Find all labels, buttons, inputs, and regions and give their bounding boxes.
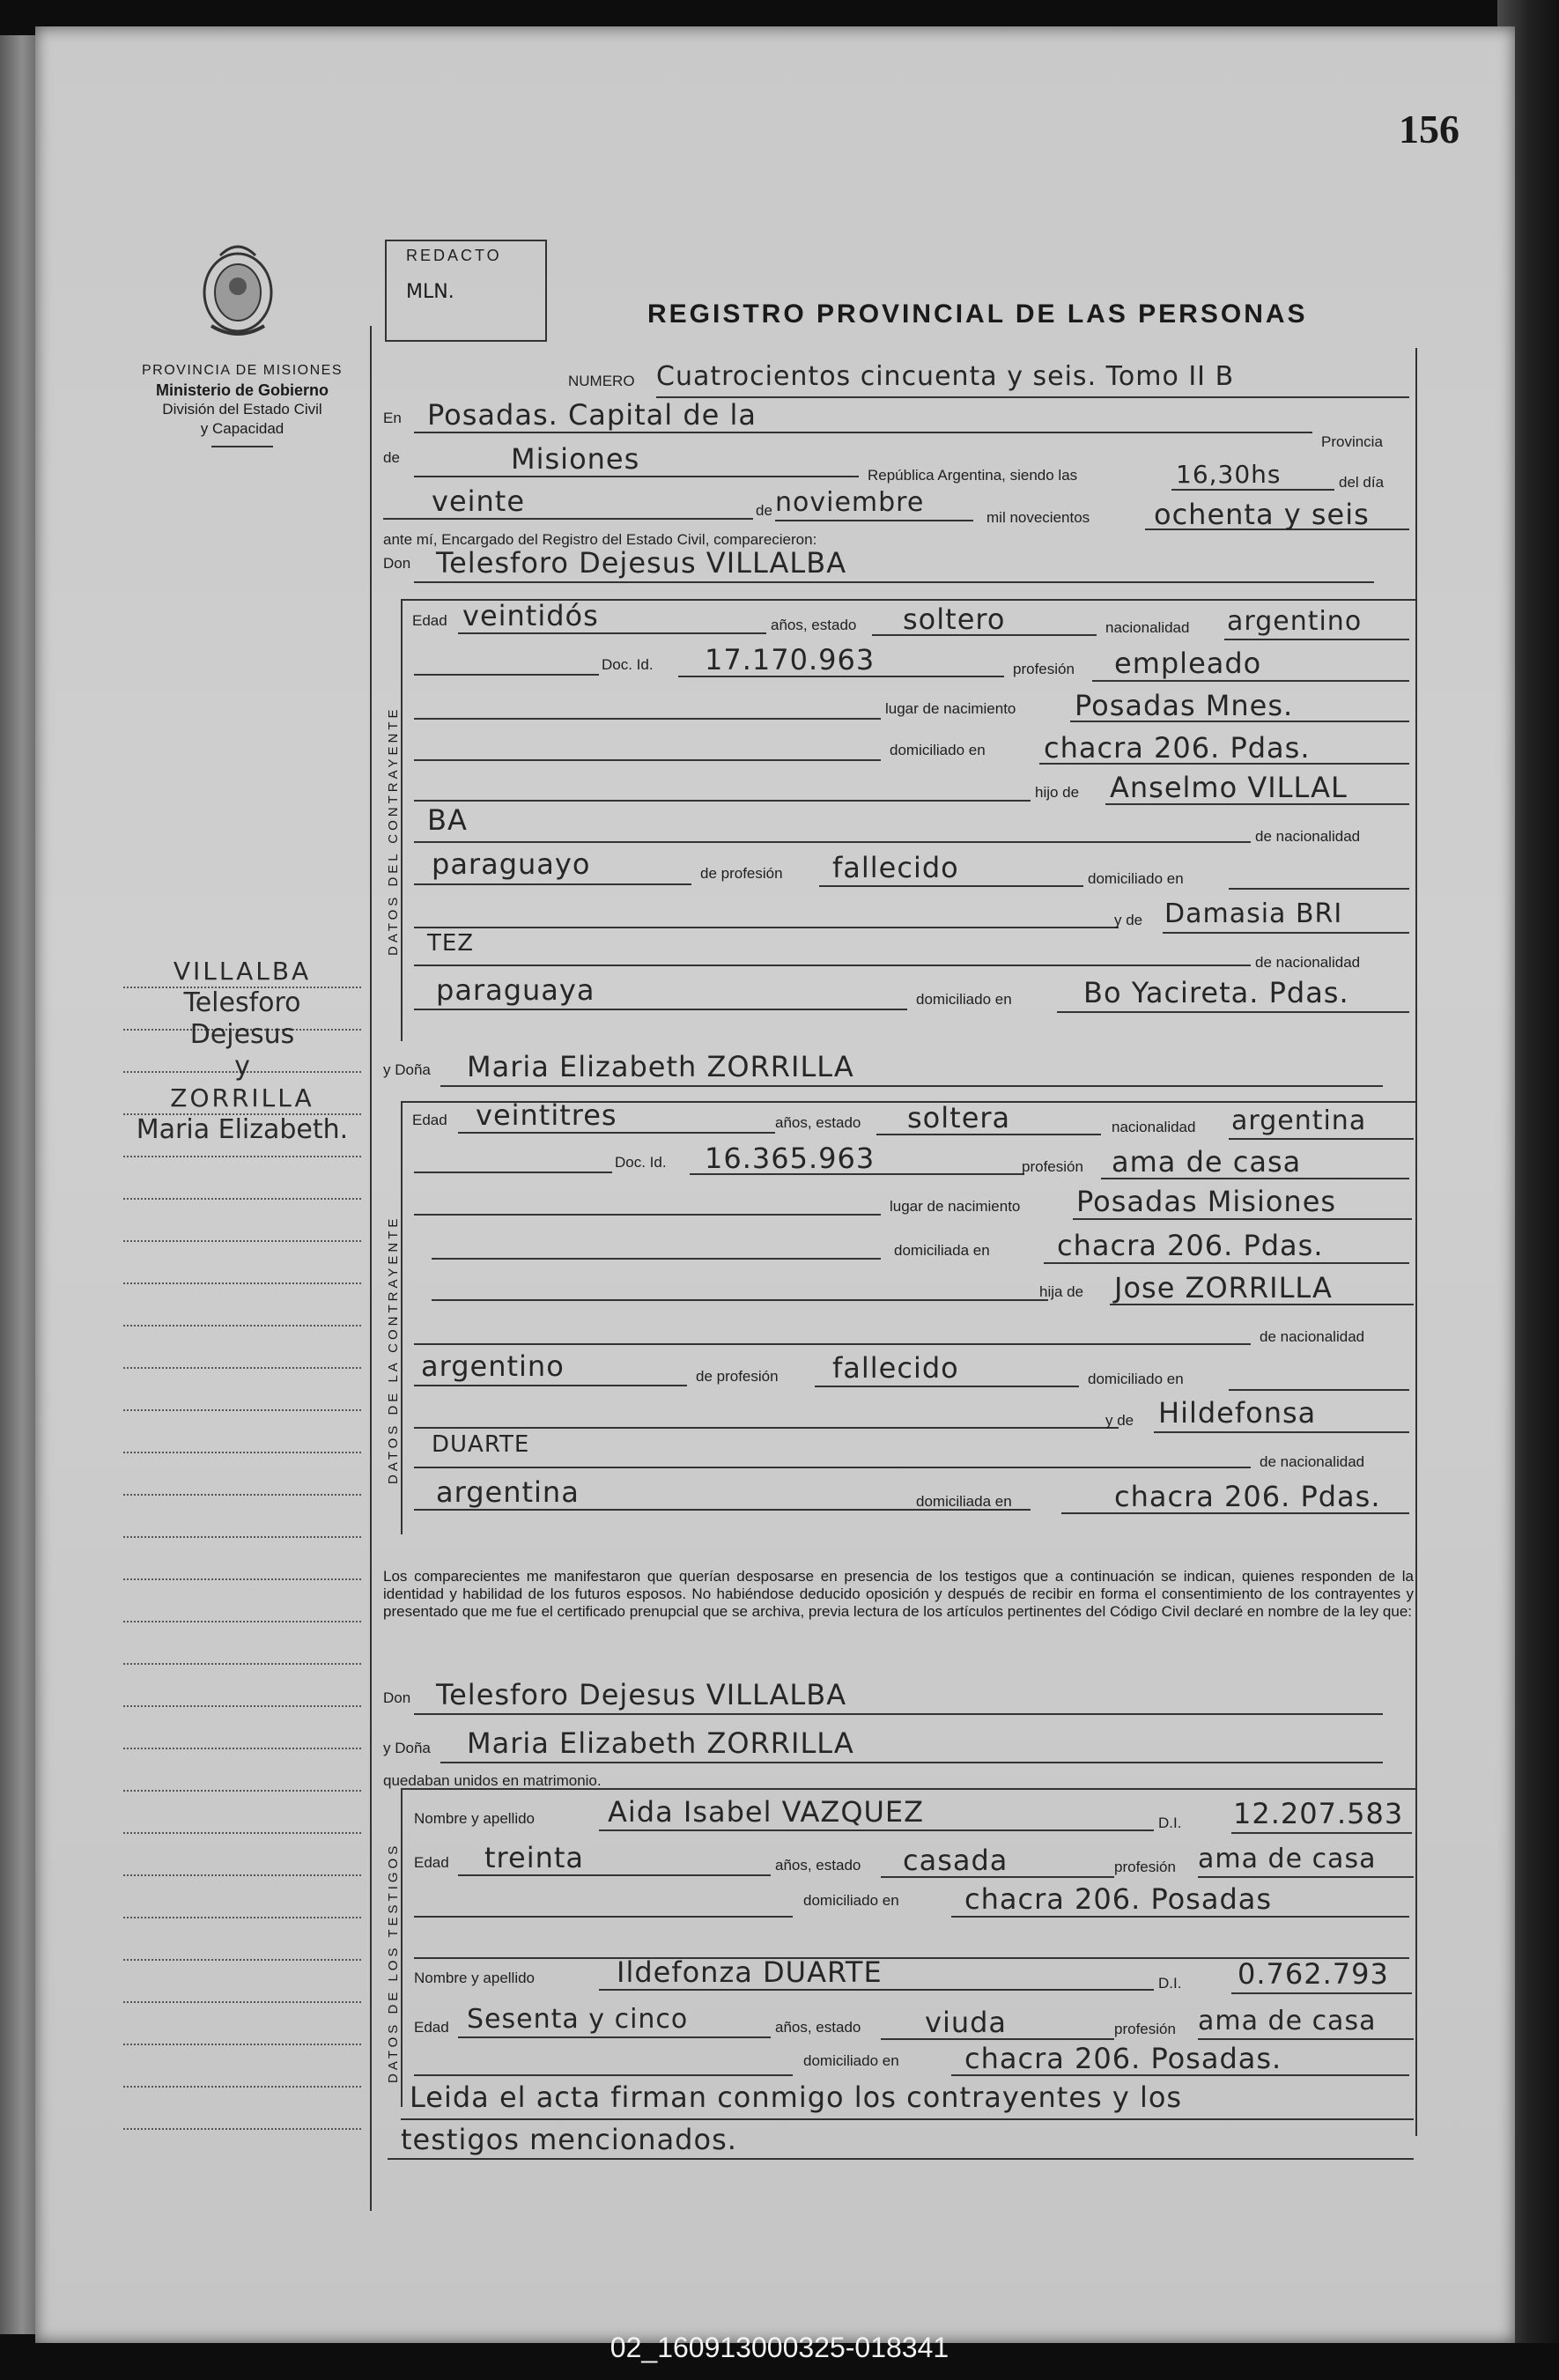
- en-value: Posadas. Capital de la: [427, 398, 757, 432]
- book-edge: [0, 35, 37, 2334]
- y-de-label: y de: [1114, 912, 1143, 928]
- margin-line: Telesforo: [183, 987, 301, 1018]
- margin-line: Maria Elizabeth.: [136, 1114, 349, 1145]
- de-nacionalidad-label: de nacionalidad: [1255, 828, 1361, 845]
- doc-id-label: Doc. Id.: [602, 656, 654, 673]
- witness1-di-line: [1231, 1832, 1412, 1834]
- witness2-edad: Sesenta y cinco: [467, 2004, 689, 2035]
- province-name: PROVINCIA DE MISIONES: [142, 363, 343, 378]
- numero-line: [656, 396, 1409, 398]
- scan-identifier: 02_160913000325-018341: [610, 2332, 949, 2363]
- margin-line: y: [234, 1051, 250, 1082]
- provincia-value: Misiones: [511, 442, 640, 476]
- blank-line: [414, 2074, 793, 2076]
- bride-doc: 16.365.963: [705, 1142, 876, 1175]
- witnesses-section-label: DATOS DE LOS TESTIGOS: [386, 1842, 401, 2083]
- decl-don-name: Telesforo Dejesus VILLALBA: [436, 1678, 847, 1711]
- de-nacionalidad-label: de nacionalidad: [1260, 1328, 1365, 1345]
- witness2-di: 0.762.793: [1238, 1957, 1389, 1991]
- blank-line: [414, 927, 1119, 928]
- redacto-label: REDACTO: [406, 247, 502, 264]
- bride-name: Maria Elizabeth ZORRILLA: [467, 1050, 854, 1083]
- bride-madre-cont: DUARTE: [432, 1431, 530, 1458]
- witness2-name: Ildefonza DUARTE: [617, 1955, 883, 1989]
- bride-lugar-nac: Posadas Misiones: [1076, 1185, 1337, 1218]
- don-label-2: Don: [383, 1689, 411, 1706]
- margin-line: VILLALBA: [173, 957, 312, 986]
- de-mes-label: de: [756, 502, 772, 519]
- witness2-edad-line: [458, 2036, 771, 2038]
- lugar-nac-label: lugar de nacimiento: [885, 700, 1016, 717]
- ante-mi-text: ante mí, Encargado del Registro del Estado Civil, comparecieron:: [383, 531, 817, 548]
- groom-name: Telesforo Dejesus VILLALBA: [436, 546, 847, 580]
- division-line-2: y Capacidad: [200, 420, 284, 437]
- en-label: En: [383, 410, 402, 426]
- doc-id-label: Doc. Id.: [615, 1154, 667, 1171]
- redacto-box: [385, 240, 547, 342]
- groom-lugar-nac: Posadas Mnes.: [1075, 689, 1294, 722]
- bride-nacionalidad: argentina: [1231, 1105, 1367, 1136]
- lugar-nac-line: [1073, 1218, 1412, 1220]
- witness2-domicilio: chacra 206. Posadas.: [964, 2042, 1282, 2075]
- de-nacionalidad-label: de nacionalidad: [1260, 1453, 1365, 1470]
- madre-cont-line: [414, 1467, 1251, 1468]
- folio-number: 156: [1399, 107, 1459, 152]
- bride-padre: Jose ZORRILLA: [1114, 1271, 1333, 1305]
- madre-line: [1154, 1431, 1409, 1433]
- witness1-profesion: ama de casa: [1198, 1844, 1377, 1874]
- witness1-di: 12.207.583: [1233, 1797, 1404, 1830]
- decl-dona-line: [440, 1762, 1383, 1763]
- groom-section-label: DATOS DEL CONTRAYENTE: [386, 706, 401, 956]
- madre-dom-line: [1057, 1011, 1409, 1013]
- padre-cont-line: [414, 841, 1251, 843]
- closing-line-1: [401, 2118, 1414, 2120]
- margin-dotted-line: [123, 1282, 361, 1284]
- don-label: Don: [383, 555, 411, 572]
- margin-dotted-line: [123, 1452, 361, 1453]
- provincia-label: Provincia: [1321, 433, 1383, 450]
- domiciliado-label: domiciliado en: [1088, 1371, 1184, 1387]
- witness2-di-line: [1231, 1992, 1412, 1994]
- groom-doc: 17.170.963: [705, 643, 876, 676]
- witness2-prof-line: [1198, 2038, 1414, 2040]
- blank-line: [414, 800, 1031, 802]
- groom-edad: veintidós: [462, 599, 599, 632]
- nacionalidad-line: [1224, 639, 1409, 640]
- hijo-de-label: hijo de: [1035, 784, 1080, 801]
- mil-label: mil novecientos: [986, 509, 1090, 526]
- blank-line: [432, 1258, 881, 1260]
- numero-label: NUMERO: [568, 373, 635, 389]
- domicilio-line: [1044, 1262, 1409, 1264]
- margin-dotted-line: [123, 1621, 361, 1622]
- padre-dom-line: [1229, 888, 1409, 890]
- mes-line: [775, 520, 973, 521]
- nacionalidad-line: [1229, 1138, 1414, 1140]
- bride-madre-nac: argentina: [436, 1475, 580, 1509]
- nombre-apellido-label: Nombre y apellido: [414, 1970, 536, 1986]
- margin-dotted-line: [123, 1874, 361, 1876]
- margin-dotted-line: [123, 1325, 361, 1327]
- margin-dotted-line: [123, 1917, 361, 1918]
- de-nacionalidad-label-2: de nacionalidad: [1255, 954, 1361, 971]
- anio-value: ochenta y seis: [1154, 498, 1370, 531]
- bride-estado: soltera: [907, 1101, 1011, 1135]
- margin-dotted-line: [123, 1578, 361, 1580]
- margin-line: ZORRILLA: [170, 1083, 314, 1112]
- y-de-label: y de: [1105, 1412, 1134, 1429]
- redacto-value: MLN.: [406, 281, 454, 303]
- domiciliada-label: domiciliada en: [894, 1242, 990, 1259]
- domiciliada-label: domiciliada en: [916, 1493, 1012, 1510]
- bride-profesion: ama de casa: [1112, 1145, 1302, 1179]
- domiciliado-label: domiciliado en: [803, 1892, 899, 1909]
- decl-don-line: [414, 1713, 1383, 1715]
- mes-value: noviembre: [775, 487, 925, 518]
- margin-dotted-line: [123, 1663, 361, 1665]
- margin-column: [106, 326, 372, 2211]
- dia-value: veinte: [432, 484, 526, 518]
- dona-label: y Doña: [383, 1061, 431, 1078]
- witness1-dom-line: [951, 1916, 1409, 1918]
- margin-dotted-line: [123, 1156, 361, 1157]
- padre-prof-line: [819, 885, 1083, 887]
- lugar-nac-label: lugar de nacimiento: [890, 1198, 1021, 1215]
- madre-cont-line: [414, 965, 1251, 966]
- quedaban-text: quedaban unidos en matrimonio.: [383, 1772, 602, 1789]
- witness1-estado: casada: [903, 1844, 1009, 1877]
- bride-section-label: DATOS DE LA CONTRAYENTE: [386, 1215, 401, 1484]
- witness1-name-line: [599, 1829, 1154, 1831]
- groom-madre-dom: Bo Yacireta. Pdas.: [1083, 976, 1349, 1009]
- registry-title: REGISTRO PROVINCIAL DE LAS PERSONAS: [647, 299, 1308, 329]
- witness1-edad: treinta: [484, 1841, 585, 1874]
- margin-dotted-line: [123, 1409, 361, 1411]
- groom-name-line: [414, 581, 1374, 583]
- edad-label: Edad: [414, 1854, 449, 1871]
- margin-dotted-line: [123, 1832, 361, 1834]
- bride-domicilio: chacra 206. Pdas.: [1057, 1229, 1324, 1262]
- blank-line: [414, 1214, 881, 1216]
- blank-line: [414, 759, 881, 761]
- nacionalidad-label: nacionalidad: [1105, 619, 1190, 636]
- hora-value: 16,30hs: [1176, 460, 1282, 489]
- witness2-name-line: [599, 1989, 1154, 1991]
- margin-dotted-line: [123, 1748, 361, 1749]
- margin-annotation: [110, 956, 374, 1146]
- groom-madre: Damasia BRI: [1164, 898, 1343, 929]
- de-label: de: [383, 449, 400, 466]
- groom-estado: soltero: [903, 602, 1006, 636]
- anos-estado-label: años, estado: [775, 1857, 861, 1874]
- anos-estado-label: años, estado: [771, 617, 857, 633]
- blank-line: [414, 1916, 793, 1918]
- witness1-edad-line: [458, 1874, 771, 1876]
- di-label: D.I.: [1158, 1815, 1182, 1831]
- blank-line: [432, 1299, 1048, 1301]
- padre-dom-line: [1229, 1389, 1409, 1391]
- en-line: [414, 432, 1312, 433]
- padre-prof-line: [815, 1386, 1079, 1387]
- blank-line: [414, 718, 881, 720]
- margin-dotted-line: [123, 1536, 361, 1538]
- edad-label: Edad: [412, 612, 447, 629]
- domiciliado-label: domiciliado en: [803, 2052, 899, 2069]
- witness1-prof-line: [1198, 1876, 1414, 1878]
- del-dia-label: del día: [1339, 474, 1385, 491]
- blank-line: [414, 674, 599, 676]
- madre-line: [1163, 932, 1409, 934]
- margin-dotted-line: [123, 2044, 361, 2045]
- bride-padre-prof: fallecido: [832, 1351, 959, 1385]
- domiciliado-label-2: domiciliado en: [1088, 870, 1184, 887]
- witness1-domicilio: chacra 206. Posadas: [964, 1882, 1273, 1916]
- ministry-name: Ministerio de Gobierno: [155, 381, 329, 399]
- margin-dotted-line: [123, 1494, 361, 1496]
- de-profesion-label: de profesión: [696, 1368, 779, 1385]
- witness2-estado: viuda: [925, 2006, 1008, 2039]
- margin-dotted-line: [123, 1198, 361, 1200]
- dia-line: [383, 518, 753, 520]
- groom-madre-nac: paraguaya: [436, 973, 595, 1007]
- profesion-label: profesión: [1022, 1158, 1083, 1175]
- margin-dotted-line: [123, 1790, 361, 1792]
- domiciliado-label-3: domiciliado en: [916, 991, 1012, 1008]
- groom-nacionalidad: argentino: [1227, 606, 1363, 637]
- profesion-label: profesión: [1114, 2021, 1176, 2037]
- bride-padre-nac: argentino: [421, 1349, 565, 1383]
- bride-madre-dom: chacra 206. Pdas.: [1114, 1480, 1381, 1513]
- edad-line: [458, 1132, 775, 1134]
- hora-line: [1171, 489, 1334, 491]
- bride-edad: veintitres: [476, 1098, 617, 1132]
- closing-text-2: testigos mencionados.: [401, 2123, 737, 2156]
- madre-nac-line: [414, 1009, 907, 1010]
- closing-text-1: Leida el acta firman conmigo los contrayentes y los: [410, 2081, 1183, 2114]
- groom-padre-cont: BA: [427, 803, 468, 837]
- padre-nac-line: [414, 883, 691, 885]
- edad-label: Edad: [412, 1112, 447, 1128]
- margin-dotted-line: [123, 1367, 361, 1369]
- de-line: [414, 476, 859, 477]
- numero-value: Cuatrocientos cincuenta y seis. Tomo II B: [656, 361, 1235, 392]
- bride-madre: Hildefonsa: [1158, 1396, 1317, 1430]
- anos-estado-label: años, estado: [775, 1114, 861, 1131]
- margin-line: Dejesus: [189, 1019, 295, 1050]
- decl-dona-name: Maria Elizabeth ZORRILLA: [467, 1726, 854, 1760]
- groom-padre: Anselmo VILLAL: [1110, 771, 1348, 804]
- witness2-profesion: ama de casa: [1198, 2006, 1377, 2036]
- division-line-1: División del Estado Civil: [162, 401, 322, 418]
- margin-dotted-line: [123, 2086, 361, 2088]
- dona-label-2: y Doña: [383, 1740, 431, 1756]
- groom-padre-nac: paraguayo: [432, 847, 591, 881]
- nombre-apellido-label: Nombre y apellido: [414, 1810, 536, 1827]
- domiciliado-label: domiciliado en: [890, 742, 986, 758]
- witness1-name: Aida Isabel VAZQUEZ: [608, 1795, 925, 1829]
- margin-dotted-line: [123, 2128, 361, 2130]
- closing-line-2: [388, 2158, 1414, 2160]
- edad-line: [458, 632, 766, 634]
- anos-estado-label: años, estado: [775, 2019, 861, 2036]
- di-label: D.I.: [1158, 1975, 1182, 1992]
- groom-padre-prof: fallecido: [832, 851, 959, 884]
- blank-line: [414, 1343, 1251, 1345]
- profesion-line: [1092, 680, 1409, 682]
- profesion-label: profesión: [1013, 661, 1075, 677]
- blank-line: [414, 1172, 612, 1173]
- hija-de-label: hija de: [1039, 1283, 1084, 1300]
- republica-label: República Argentina, siendo las: [868, 467, 1078, 484]
- bride-name-line: [440, 1085, 1383, 1087]
- blank-line: [414, 1427, 1119, 1429]
- groom-domicilio: chacra 206. Pdas.: [1044, 731, 1311, 765]
- declaration-paragraph: Los comparecientes me manifestaron que querían desposarse en presencia de los testigos que a continuación se indican, quienes responden de la identidad y habilidad de los futuros esposos. No habiéndose deducido oposición y después de recibir en forma el consentimiento de los contrayentes y presentado que me fue el certificado prenupcial que se archiva, previa lectura de los artículos pertinentes del Código Civil declaré en nombre de la ley que:: [383, 1568, 1414, 1620]
- margin-dotted-line: [123, 1705, 361, 1707]
- groom-profesion: empleado: [1114, 647, 1262, 680]
- de-profesion-label: de profesión: [700, 865, 783, 882]
- nacionalidad-label: nacionalidad: [1112, 1119, 1196, 1135]
- margin-dotted-line: [123, 1959, 361, 1961]
- profesion-label: profesión: [1114, 1859, 1176, 1875]
- margin-dotted-line: [123, 2001, 361, 2003]
- padre-nac-line: [414, 1385, 687, 1386]
- edad-label: Edad: [414, 2019, 449, 2036]
- margin-dotted-line: [123, 1240, 361, 1242]
- groom-madre-cont: TEZ: [427, 930, 475, 957]
